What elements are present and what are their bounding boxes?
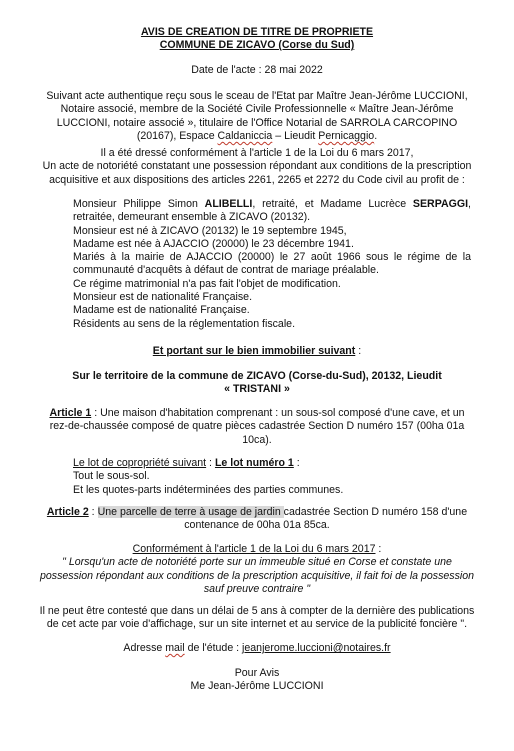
signature-line-1: Pour Avis — [234, 667, 280, 679]
party-surname-serpaggi: SERPAGGI — [412, 198, 469, 210]
lot-number: Le lot numéro 1 — [214, 457, 294, 469]
birth-wife: Madame est née à AJACCIO (20000) le 23 décembre 1941. — [73, 237, 354, 250]
intro-paragraph — [44, 90, 470, 143]
statement-line-1: Il a été dressé conformément à l'article 1 de la Loi du 6 mars 2017, — [100, 147, 414, 159]
conformity-block — [40, 543, 474, 596]
matrimonial-regime: Ce régime matrimonial n'a pas fait l'objet de modification. — [73, 277, 341, 290]
statement-line-2: Un acte de notoriété constatant une possession répondant aux conditions de la prescription acquisitive et aux dispositions des articles 2261, 2265 et 2272 du Code civil au profit de : — [42, 160, 472, 186]
contact-prefix: Adresse — [123, 642, 166, 654]
lot-line-1: Tout le sous-sol. — [73, 470, 150, 483]
conformity-heading — [40, 543, 474, 556]
contest-text: Il ne peut être contesté que dans un délai de 5 ans à compter de la dernière des publications de cet acte par voie d'affichage, sur un site internet et au service de la publicité foncière ". — [39, 605, 475, 631]
territory-line-2: « TRISTANI » — [224, 383, 290, 396]
conformity-heading-colon: : — [375, 543, 382, 555]
document-title — [60, 26, 454, 39]
signature-name: Me Jean-Jérôme LUCCIONI — [190, 680, 324, 693]
intro-text-2: – Lieudit — [272, 129, 319, 142]
contact-line — [60, 642, 454, 655]
article-2-sep: : — [88, 506, 98, 518]
party-names — [73, 198, 471, 225]
contact-email-link[interactable]: jeanjerome.luccioni@notaires.fr — [242, 642, 391, 654]
lot-heading — [73, 457, 473, 470]
act-date — [60, 64, 454, 77]
intro-text-3: . — [374, 129, 378, 142]
tax-residency: Résidents au sens de la réglementation fiscale. — [73, 317, 296, 330]
party-text-1: Monsieur Philippe Simon — [73, 198, 205, 210]
lot-tail: : — [293, 457, 300, 469]
lot-block — [73, 457, 473, 497]
title-text: AVIS DE CREATION DE TITRE DE PROPRIETE — [140, 26, 374, 38]
nationality-wife: Madame est de nationalité Française. — [73, 304, 250, 317]
article-2-text: cadastrée Section D numéro 158 d'une contenance de 00ha 01a 85ca. — [184, 506, 468, 532]
article-1-text: : Une maison d'habitation comprenant : un sous-sol composé d'une cave, et un rez-de-chaussée composé de quatre pièces cadastrée Section D numéro 157 (00ha 01a 10ca). — [49, 407, 465, 446]
property-heading-colon: : — [355, 345, 362, 357]
territory-block — [60, 370, 454, 397]
party-text-3: , retraitée, demeurant ensemble à ZICAVO (20132). — [73, 198, 471, 224]
lot-line-2: Et les quotes-parts indéterminées des parties communes. — [73, 483, 344, 496]
birth-husband: Monsieur est né à ZICAVO (20132) le 19 septembre 1945, — [73, 224, 347, 237]
contact-mail-word: mail — [165, 642, 185, 654]
signature-block — [60, 667, 454, 694]
article-1-label: Article 1 — [49, 407, 92, 419]
conformity-quote: " Lorsqu'un acte de notoriété porte sur un immeuble situé en Corse et constate une possession répondant aux conditions de la prescription acquisitive, il fait foi de la possession sauf preuve contraire " — [40, 556, 475, 595]
nationality-husband: Monsieur est de nationalité Française. — [73, 291, 253, 304]
document-subtitle — [60, 39, 454, 52]
intro-text: Suivant acte authentique reçu sous le sceau de l'Etat par Maître Jean-Jérôme LUCCIONI, Notaire associé, membre de la Société Civile Professionnelle « Maître Jean-Jérôme LUCCIONI, notaire associé », titulaire de l'Office Notarial de SARROLA CARCOPINO (20167), Espace — [46, 90, 468, 142]
lot-sep: : — [206, 457, 215, 469]
article-2-label: Article 2 — [46, 506, 89, 518]
statement-paragraph — [36, 147, 478, 187]
intro-place-pernicaggio: Pernicaggio — [318, 129, 375, 142]
article-2 — [40, 506, 474, 533]
party-surname-alibelli: ALIBELLI — [204, 198, 253, 210]
subtitle-text: COMMUNE DE ZICAVO (Corse du Sud) — [159, 39, 355, 51]
property-heading-text: Et portant sur le bien immobilier suivant — [152, 345, 356, 357]
article-1 — [40, 407, 474, 447]
marriage-info: Mariés à la mairie de AJACCIO (20000) le 27 août 1966 sous le régime de la communauté d'acquêts à défaut de contrat de mariage préalable. — [73, 251, 471, 277]
territory-line-1: Sur le territoire de la commune de ZICAVO (Corse-du-Sud), 20132, Lieudit — [72, 370, 442, 382]
intro-place-caldaniccia: Caldaniccia — [217, 129, 273, 142]
party-text-2: , retraité, et Madame Lucrèce — [252, 198, 413, 210]
contact-middle: de l'étude : — [184, 642, 243, 654]
conformity-heading-text: Conformément à l'article 1 de la Loi du 6 mars 2017 — [132, 543, 376, 555]
parties-block — [73, 198, 471, 331]
article-2-highlight: Une parcelle de terre à usage de jardin — [97, 506, 284, 518]
lot-label: Le lot de copropriété suivant — [73, 457, 207, 469]
property-heading — [60, 345, 454, 358]
act-date-text: Date de l'acte : 28 mai 2022 — [191, 64, 323, 76]
contest-paragraph — [36, 605, 478, 632]
